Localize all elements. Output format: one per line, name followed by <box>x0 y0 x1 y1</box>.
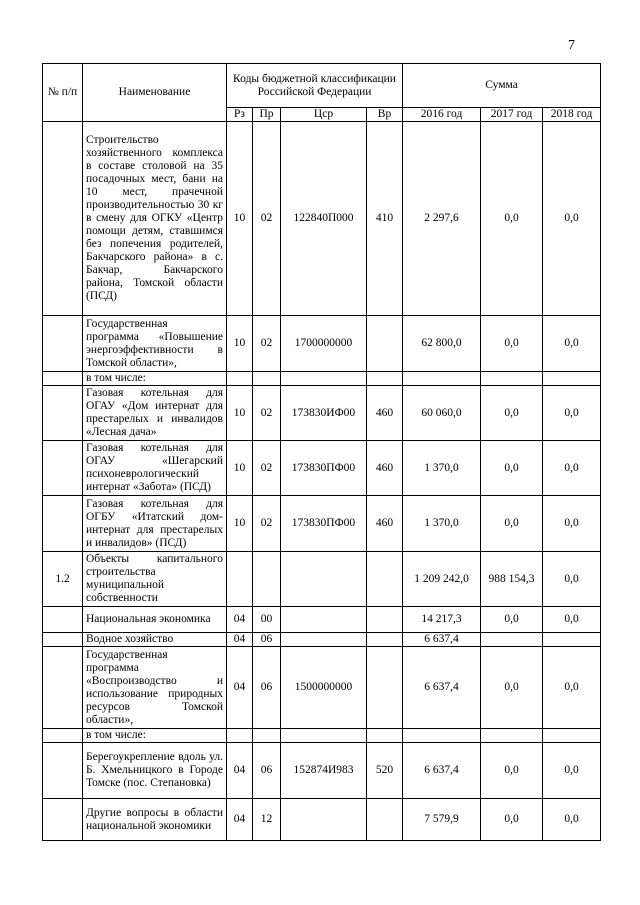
row-pr <box>253 552 281 607</box>
row-rz: 10 <box>227 316 253 372</box>
row-pr <box>253 372 281 386</box>
row-vr <box>367 552 403 607</box>
row-sum-2018 <box>543 633 601 647</box>
row-name: Берегоукрепление вдоль ул. Б. Хмельницкого в Городе Томске (пос. Степановка) <box>83 743 227 799</box>
row-sum-2017: 0,0 <box>481 496 543 552</box>
row-sum-2018: 0,0 <box>543 799 601 841</box>
row-sum-2018: 0,0 <box>543 647 601 729</box>
row-vr: 460 <box>367 496 403 552</box>
row-number <box>43 799 83 841</box>
header-codes: Коды бюджетной классификации Российской Федерации <box>227 64 403 108</box>
row-name: Строительство хозяйственного комплекса в составе столовой на 35 посадочных мест, бани на 10 мест, прачечной производительностью 30 кг в смену для ОГКУ «Центр помощи детям, ставшимся без попечения родителей, Бакчарского района» в с. Бакчар, Бакчарского района, Томской области (ПСД) <box>83 122 227 316</box>
row-sum-2017: 0,0 <box>481 441 543 496</box>
row-sum-2018: 0,0 <box>543 496 601 552</box>
header-rz: Рз <box>227 108 253 122</box>
row-csr <box>281 552 367 607</box>
row-sum-2017: 0,0 <box>481 799 543 841</box>
table-row <box>43 316 601 372</box>
row-pr: 12 <box>253 799 281 841</box>
row-vr: 410 <box>367 122 403 316</box>
table-row <box>43 552 601 607</box>
row-sum-2018: 0,0 <box>543 441 601 496</box>
row-sum-2017: 988 154,3 <box>481 552 543 607</box>
row-rz <box>227 372 253 386</box>
row-sum-2016: 62 800,0 <box>403 316 481 372</box>
row-number <box>43 496 83 552</box>
row-pr: 02 <box>253 441 281 496</box>
row-rz: 10 <box>227 441 253 496</box>
row-sum-2016: 6 637,4 <box>403 647 481 729</box>
table-body <box>43 122 601 841</box>
row-vr <box>367 799 403 841</box>
row-pr: 02 <box>253 316 281 372</box>
row-number <box>43 607 83 633</box>
row-vr: 520 <box>367 743 403 799</box>
budget-table <box>42 63 601 841</box>
row-number <box>43 743 83 799</box>
row-sum-2016: 1 370,0 <box>403 496 481 552</box>
row-sum-2017: 0,0 <box>481 122 543 316</box>
row-csr: 173830ИФ00 <box>281 386 367 441</box>
row-number <box>43 729 83 743</box>
header-sum: Сумма <box>403 64 601 108</box>
table-row <box>43 633 601 647</box>
table-row <box>43 743 601 799</box>
row-name: Государственная программа «Воспроизводство и использование природных ресурсов Томской области», <box>83 647 227 729</box>
row-rz: 10 <box>227 386 253 441</box>
row-vr: 460 <box>367 441 403 496</box>
header-row-top <box>43 64 601 108</box>
row-sum-2018: 0,0 <box>543 743 601 799</box>
row-name: в том числе: <box>83 372 227 386</box>
table-row <box>43 647 601 729</box>
row-sum-2018 <box>543 729 601 743</box>
row-rz: 04 <box>227 743 253 799</box>
row-name: Газовая котельная для ОГБУ «Итатский дом-интернат для престарелых и инвалидов» (ПСД) <box>83 496 227 552</box>
table-row <box>43 729 601 743</box>
row-number <box>43 441 83 496</box>
row-number <box>43 647 83 729</box>
header-name: Наименование <box>83 64 227 122</box>
row-sum-2017: 0,0 <box>481 647 543 729</box>
row-name: Объекты капитального строительства муниципальной собственности <box>83 552 227 607</box>
row-sum-2016 <box>403 729 481 743</box>
row-name: Другие вопросы в области национальной экономики <box>83 799 227 841</box>
row-sum-2018: 0,0 <box>543 607 601 633</box>
row-csr <box>281 372 367 386</box>
row-sum-2017: 0,0 <box>481 316 543 372</box>
row-vr <box>367 647 403 729</box>
row-csr: 1700000000 <box>281 316 367 372</box>
row-sum-2018: 0,0 <box>543 122 601 316</box>
row-pr: 02 <box>253 386 281 441</box>
row-vr <box>367 316 403 372</box>
row-csr: 173830ПФ00 <box>281 441 367 496</box>
row-csr: 122840П000 <box>281 122 367 316</box>
row-rz: 10 <box>227 496 253 552</box>
row-sum-2016: 2 297,6 <box>403 122 481 316</box>
row-rz: 04 <box>227 799 253 841</box>
table-row <box>43 386 601 441</box>
row-name: Газовая котельная для ОГАУ «Шегарский психоневрологический интернат «Забота» (ПСД) <box>83 441 227 496</box>
row-sum-2017 <box>481 729 543 743</box>
header-num: № п/п <box>43 64 83 122</box>
row-sum-2016: 6 637,4 <box>403 633 481 647</box>
row-sum-2017: 0,0 <box>481 386 543 441</box>
row-csr: 173830ПФ00 <box>281 496 367 552</box>
row-number <box>43 372 83 386</box>
row-sum-2017: 0,0 <box>481 607 543 633</box>
row-pr: 06 <box>253 743 281 799</box>
row-pr: 06 <box>253 647 281 729</box>
row-vr <box>367 633 403 647</box>
table-row <box>43 496 601 552</box>
row-rz: 04 <box>227 607 253 633</box>
row-pr: 06 <box>253 633 281 647</box>
row-sum-2016 <box>403 372 481 386</box>
row-rz: 04 <box>227 647 253 729</box>
row-name: в том числе: <box>83 729 227 743</box>
row-csr <box>281 633 367 647</box>
row-number <box>43 386 83 441</box>
row-sum-2018: 0,0 <box>543 552 601 607</box>
row-number <box>43 122 83 316</box>
row-rz <box>227 729 253 743</box>
table-row <box>43 122 601 316</box>
row-sum-2018: 0,0 <box>543 316 601 372</box>
row-csr: 152874И983 <box>281 743 367 799</box>
row-rz <box>227 552 253 607</box>
row-sum-2016: 60 060,0 <box>403 386 481 441</box>
row-sum-2016: 14 217,3 <box>403 607 481 633</box>
row-sum-2018 <box>543 372 601 386</box>
row-sum-2016: 1 209 242,0 <box>403 552 481 607</box>
row-pr: 02 <box>253 496 281 552</box>
page-number: 7 <box>568 38 575 53</box>
row-sum-2017 <box>481 633 543 647</box>
row-csr: 1500000000 <box>281 647 367 729</box>
row-pr <box>253 729 281 743</box>
table-row <box>43 441 601 496</box>
row-sum-2018: 0,0 <box>543 386 601 441</box>
row-number <box>43 633 83 647</box>
row-csr <box>281 799 367 841</box>
table-row <box>43 799 601 841</box>
row-csr <box>281 729 367 743</box>
row-number <box>43 316 83 372</box>
row-pr: 02 <box>253 122 281 316</box>
row-name: Газовая котельная для ОГАУ «Дом интернат для престарелых и инвалидов «Лесная дача» <box>83 386 227 441</box>
row-sum-2016: 1 370,0 <box>403 441 481 496</box>
row-rz: 04 <box>227 633 253 647</box>
header-2018: 2018 год <box>543 108 601 122</box>
row-vr <box>367 372 403 386</box>
table-row <box>43 607 601 633</box>
header-pr: Пр <box>253 108 281 122</box>
row-vr <box>367 729 403 743</box>
row-name: Водное хозяйство <box>83 633 227 647</box>
row-csr <box>281 607 367 633</box>
row-rz: 10 <box>227 122 253 316</box>
header-csr: Цср <box>281 108 367 122</box>
row-vr: 460 <box>367 386 403 441</box>
row-sum-2017: 0,0 <box>481 743 543 799</box>
header-2017: 2017 год <box>481 108 543 122</box>
table-row <box>43 372 601 386</box>
row-sum-2017 <box>481 372 543 386</box>
row-sum-2016: 6 637,4 <box>403 743 481 799</box>
row-vr <box>367 607 403 633</box>
header-vr: Вр <box>367 108 403 122</box>
row-pr: 00 <box>253 607 281 633</box>
row-name: Национальная экономика <box>83 607 227 633</box>
row-sum-2016: 7 579,9 <box>403 799 481 841</box>
row-number: 1.2 <box>43 552 83 607</box>
header-2016: 2016 год <box>403 108 481 122</box>
row-name: Государственная программа «Повышение энергоэффективности в Томской области», <box>83 316 227 372</box>
